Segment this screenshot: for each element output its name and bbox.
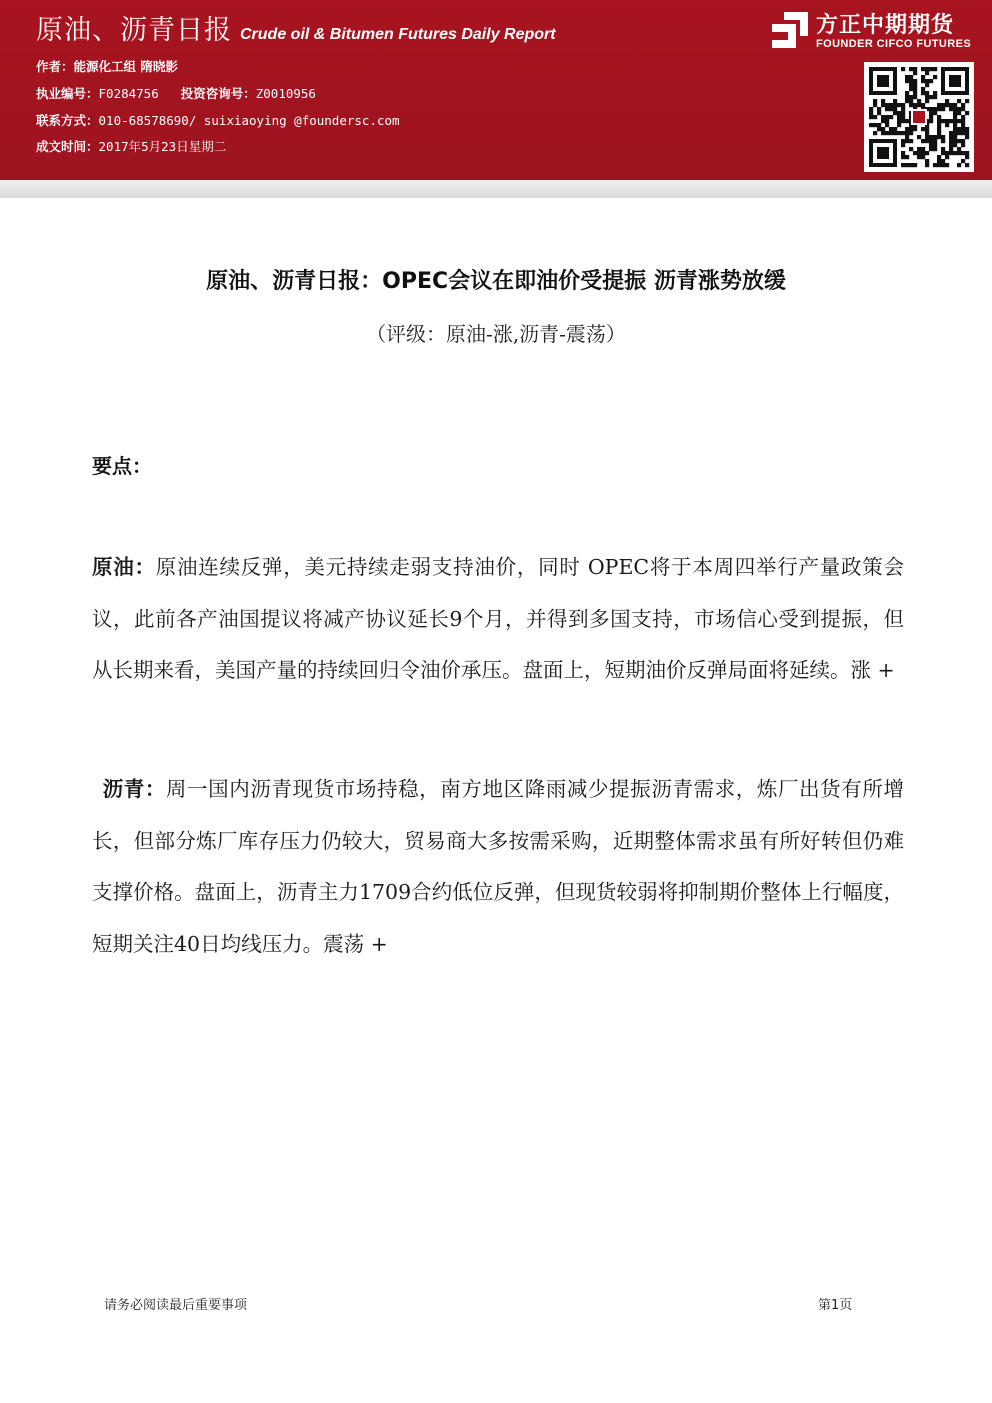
crude-oil-label: 原油： [92, 555, 156, 579]
logo-name-cn: 方正中期期货 [816, 13, 955, 38]
report-rating: （评级：原油-涨,沥青-震荡） [366, 322, 626, 346]
bitumen-text: 周一国内沥青现货市场持稳，南方地区降雨减少提振沥青需求，炼厂出货有所增长，但部分炼厂库存压力仍较大，贸易商大多按需采购，近期整体需求虽有所好转但仍难支撑价格。盘面上，沥青主力1709合约低位反弹，但现货较弱将抑制期价整体上行幅度，短期关注40日均线压力。震荡 + [92, 777, 904, 956]
contact-value: 010-68578690/ suixiaoying @foundersc.com [98, 113, 400, 128]
contact-line [36, 111, 400, 129]
consult-value: Z0010956 [255, 86, 316, 101]
contact-label: 联系方式： [36, 113, 99, 128]
date-line [36, 137, 226, 155]
report-header [0, 0, 992, 180]
header-title-en: Crude oil & Bitumen Futures Daily Report [240, 26, 556, 43]
qr-code-icon [864, 62, 974, 172]
logo-name-en: FOUNDER CIFCO FUTURES [816, 38, 972, 50]
qr-code [864, 62, 974, 172]
crude-oil-paragraph [92, 542, 904, 697]
bitumen-label: 沥青： [102, 777, 166, 801]
date-value: 2017年5月23日星期二 [98, 139, 227, 154]
license-value: F0284756 [98, 86, 159, 101]
header-title [36, 8, 556, 47]
header-divider [0, 180, 992, 198]
key-points-heading: 要点： [92, 454, 152, 478]
crude-oil-text: 原油连续反弹，美元持续走弱支持油价，同时 OPEC将于本周四举行产量政策会议，此前各产油国提议将减产协议延长9个月，并得到多国支持，市场信心受到提振，但从长期来看，美国产量的持续回归令油价承压。盘面上，短期油价反弹局面将延续。涨 + [92, 555, 905, 682]
footer-notice: 请务必阅读最后重要事项 [104, 1298, 248, 1313]
founder-logo-icon [770, 10, 810, 50]
report-title: 原油、沥青日报：OPEC会议在即油价受提振 沥青涨势放缓 [206, 269, 786, 294]
header-title-cn: 原油、沥青日报 [36, 15, 232, 46]
author-line [36, 57, 178, 75]
bitumen-paragraph [92, 764, 904, 970]
company-logo [770, 6, 984, 54]
license-line [36, 84, 316, 102]
consult-label: 投资咨询号： [180, 86, 256, 101]
author-value: 能源化工组 隋晓影 [73, 59, 178, 74]
page-number: 第1页 [818, 1298, 853, 1313]
author-label: 作者： [36, 59, 74, 74]
license-label: 执业编号： [36, 86, 99, 101]
date-label: 成文时间： [36, 139, 99, 154]
